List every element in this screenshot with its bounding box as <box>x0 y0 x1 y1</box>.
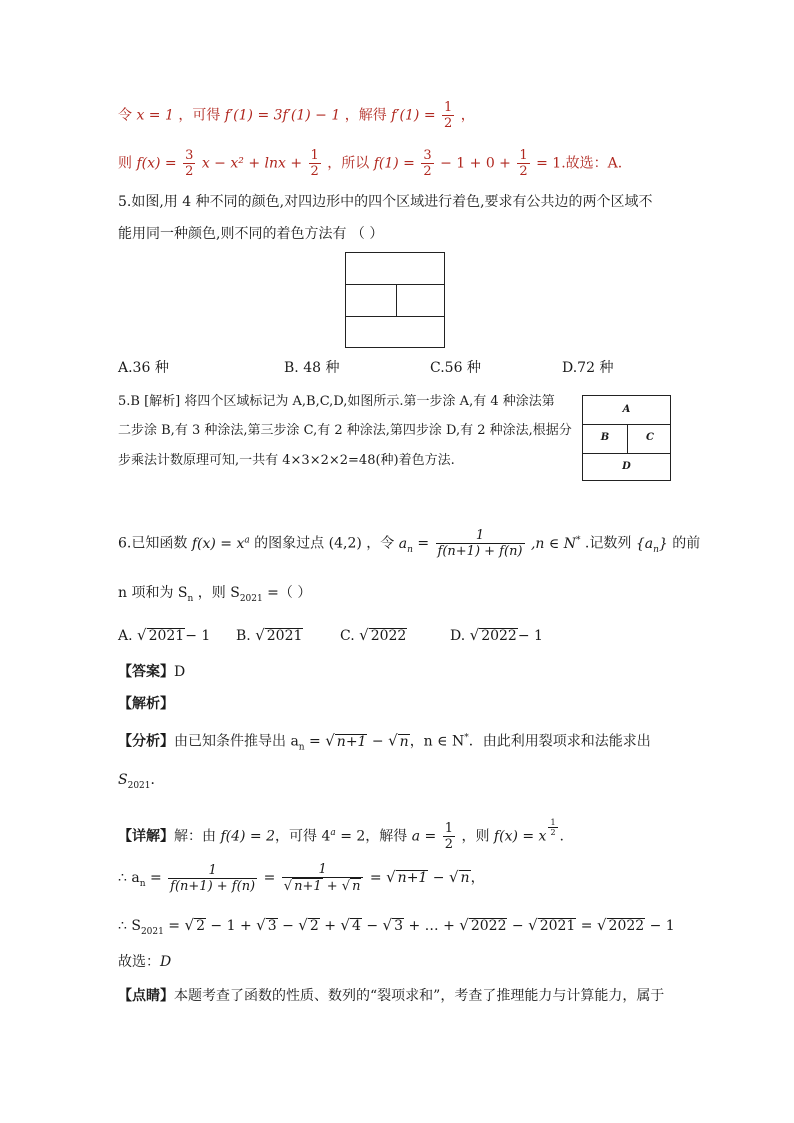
answer-line <box>118 662 185 682</box>
radical: 2021 <box>539 918 576 934</box>
text: ，令 <box>366 535 395 552</box>
radical: 3 <box>394 918 404 934</box>
answer-value: D <box>174 664 186 680</box>
divider <box>583 453 670 454</box>
radical: 2 <box>196 918 205 934</box>
radical: 2022 <box>608 918 645 934</box>
radical: 2 <box>309 918 319 934</box>
q6-option-c: C. √ 2022 <box>340 626 407 644</box>
math: f′(1) = <box>391 107 436 124</box>
text: ， <box>460 107 475 124</box>
equation-1: ∴ $a_n$ = $\frac{1}{f(n+1) + f(n)}$ = $\frac{1}{√ n+1 + √ n}$ = √ n+1 − √ n， <box>118 862 485 894</box>
q5-option-c: C.56 种 <box>430 360 481 376</box>
fenxi-label: 【分析】 <box>118 733 174 750</box>
fraction: $\frac{1}{2}$ <box>444 100 453 131</box>
fraction: $\frac{1}{2}$ <box>444 821 454 853</box>
q5-line-2: 能用同一种颜色,则不同的着色方法有 （ ） <box>118 226 384 242</box>
math: (4,2) <box>328 535 362 552</box>
q6-line-1 <box>118 528 700 559</box>
sol5-line-2: 二步涂 B,有 3 种涂法,第三步涂 C,有 2 种涂法,第四步涂 D,有 2 种涂法,根据分 <box>118 423 572 438</box>
region-label-c: C <box>646 432 654 443</box>
q5-line-1: 5.如图,用 4 种不同的颜色,对四边形中的四个区域进行着色,要求有公共边的两个区域不 <box>118 194 653 210</box>
divider <box>396 284 397 316</box>
fraction: $\frac{1}{f(n+1) + f(n)}$ <box>170 862 256 894</box>
math: $a_n$ <box>398 535 413 555</box>
region-label-a: A <box>622 404 631 415</box>
result-line: 故选：D <box>118 954 172 970</box>
solution-line-1 <box>118 100 475 131</box>
q5-option-b: B. 48 种 <box>284 360 340 376</box>
solution-line-2 <box>118 148 622 179</box>
math: f(1) = <box>373 155 415 172</box>
text: =（ ） <box>267 585 312 601</box>
fraction: $\frac{1}{√ n+1 + √ n}$ <box>282 862 364 894</box>
radical: 4 <box>351 918 361 934</box>
text: ，解得 <box>344 107 387 124</box>
q6-option-b: B. √ 2021 <box>236 626 303 644</box>
text: = 1.故选：A. <box>536 155 623 172</box>
analysis-title: 【解析】 <box>118 696 174 712</box>
q6-option-a: A. √ 2021− 1 <box>118 626 211 644</box>
text: n 项和为 S <box>118 585 188 601</box>
fenxi-line-1: 【分析】由已知条件推导出 $a_n$ = √ n+1 − √ n，n ∈ N*．由此利用裂项求和法能求出 <box>118 731 651 753</box>
math: ,n ∈ N* <box>530 534 581 552</box>
radical: 3 <box>267 918 277 934</box>
q5-option-a: A.36 种 <box>118 360 169 376</box>
comment-line: 【点睛】本题考查了函数的性质、数列的“裂项求和”，考查了推理能力与计算能力，属于 <box>118 988 665 1004</box>
fraction: $\frac{1}{2}$ <box>550 818 556 837</box>
sol5-line-3: 步乘法计数原理可知,一共有 4×3×2×2=48(种)着色方法. <box>118 453 455 468</box>
sol5-line-1: 5.B [解析] 将四个区域标记为 A,B,C,D,如图所示.第一步涂 A,有 4 种涂法第 <box>118 394 555 409</box>
text: 的前 <box>672 535 701 552</box>
math: x − x² + lnx + <box>201 155 303 172</box>
math: $f(x) = x^a$ <box>191 534 250 552</box>
q6-option-d: D. √ 2022− 1 <box>450 626 543 644</box>
answer-label: 【答案】 <box>118 664 174 680</box>
text: 6.已知函数 <box>118 535 188 552</box>
comment-label: 【点睛】 <box>118 988 174 1004</box>
q6-line-2: n 项和为 $S_n$ ，则 $S_{2021}$ =（ ） <box>118 585 312 604</box>
q5-option-d: D.72 种 <box>562 360 614 376</box>
fraction: $\frac{3}{2}$ <box>423 148 432 179</box>
math: x = 1 <box>136 107 174 124</box>
math: = <box>417 535 430 552</box>
divider <box>346 316 444 317</box>
text: .记数列 <box>584 535 632 552</box>
math: $\{a_n\}$ <box>635 535 668 555</box>
fraction: $\frac{3}{2}$ <box>185 148 194 179</box>
detail-line: 【详解】解：由 f(4) = 2，可得 $4^a = 2$，解得 a = $\frac{1}{2}$ ，则 f(x) = x $\frac{1}{2}$ . <box>118 818 564 853</box>
text: 则 <box>118 155 132 172</box>
math: f′(1) = 3f′(1) − 1 <box>224 107 341 124</box>
quadrilateral-diagram <box>345 252 445 348</box>
fraction: $\frac{1}{f(n+1) + f(n)}$ <box>437 528 523 559</box>
radical: 2022 <box>470 918 507 934</box>
region-label-d: D <box>622 461 631 472</box>
fenxi-line-2: $S_{2021}$． <box>118 772 165 791</box>
math: f(x) = <box>136 155 177 172</box>
text: ，则 S <box>197 585 240 601</box>
fraction: $\frac{1}{2}$ <box>310 148 319 179</box>
region-label-b: B <box>600 432 610 443</box>
math: − 1 + 0 + <box>440 155 511 172</box>
fraction: $\frac{1}{2}$ <box>519 148 528 179</box>
divider <box>346 284 444 285</box>
detail-label: 【详解】 <box>118 828 174 845</box>
text: 的图象过点 <box>254 535 325 552</box>
text: ，所以 <box>327 155 370 172</box>
text: 令 <box>118 107 132 124</box>
labeled-quadrilateral-diagram <box>582 395 671 481</box>
text: ，可得 <box>178 107 221 124</box>
equation-2: ∴ $S_{2021}$ = √ 2 − 1 + √ 3 − √ 2 + √ 4 − √ 3 + … + √ 2022 − √ 2021 = √ 2022 − 1 <box>118 916 675 937</box>
